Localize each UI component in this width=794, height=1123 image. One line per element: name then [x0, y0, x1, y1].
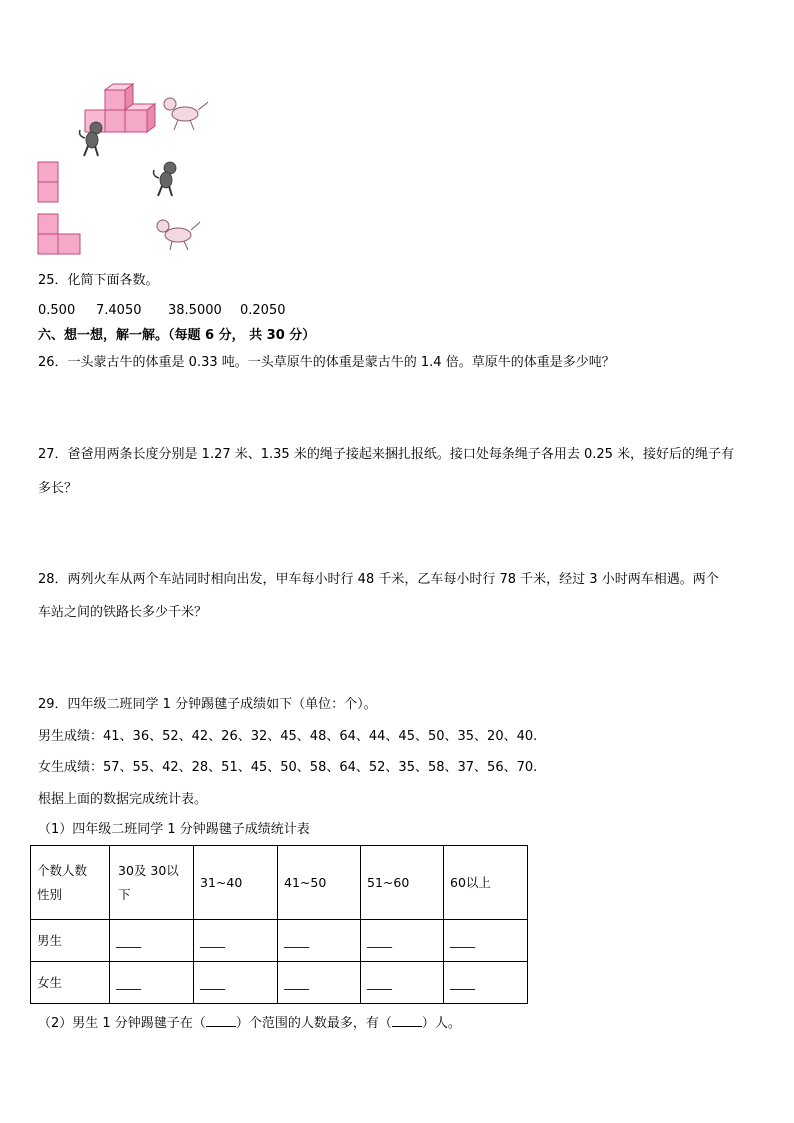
q27-line2: 多长？ [38, 481, 78, 496]
q29-part2 [38, 1014, 461, 1033]
q27-line1: 27．爸爸用两条长度分别是 1.27 米、1.35 米的绳子接起来捆扎报纸。接口处每条绳子各用去 0.25 米，接好后的绳子有 [38, 447, 735, 462]
column-header-line: 30及 30以 [118, 862, 179, 878]
answer-blank[interactable]: ____ [194, 920, 278, 962]
q29-stem: 29．四年级二班同学 1 分钟踢毽子成绩如下（单位：个）。 [38, 697, 377, 712]
q28-line1: 28．两列火车从两个车站同时相向出发，甲车每小时行 48 千米，乙车每小时行 78 千米，经过 3 小时两车相遇。两个 [38, 572, 719, 587]
column-header: 60以上 [444, 846, 528, 920]
q26-text: 26．一头蒙古牛的体重是 0.33 吨。一头草原牛的体重是蒙古牛的 1.4 倍。草原牛的体重是多少吨？ [38, 355, 615, 370]
dog-icon [164, 98, 208, 130]
row-header: 男生 [31, 920, 110, 962]
column-header-line: 下 [118, 886, 131, 902]
row-header: 女生 [31, 962, 110, 1004]
q29-instruction: 根据上面的数据完成统计表。 [38, 792, 208, 807]
q29-part2-text: ）个范围的人数最多，有（ [235, 1016, 392, 1031]
monkey-icon [80, 122, 102, 156]
answer-blank[interactable]: ____ [444, 920, 528, 962]
answer-blank[interactable]: ____ [361, 962, 444, 1004]
table-header-row [31, 846, 528, 920]
q25-number: 38.5000 [168, 303, 222, 318]
dog-icon [157, 220, 200, 250]
column-header: 41~50 [278, 846, 361, 920]
answer-blank[interactable]: ____ [110, 962, 194, 1004]
column-header: 51~60 [361, 846, 444, 920]
table-row [31, 920, 528, 962]
view-option-a [38, 162, 58, 202]
corner-top-label: 个数人数 [37, 862, 88, 878]
answer-blank[interactable]: ____ [361, 920, 444, 962]
view-option-b [38, 214, 80, 254]
q29-part2-text: （2）男生 1 分钟踢毽子在（ [38, 1016, 206, 1031]
q25-stem: 25．化简下面各数。 [38, 273, 159, 288]
answer-blank[interactable] [206, 1014, 236, 1027]
q29-part1: （1）四年级二班同学 1 分钟踢毽子成绩统计表 [38, 822, 310, 837]
q25-number: 0.500 [38, 303, 76, 318]
answer-blank[interactable]: ____ [110, 920, 194, 962]
answer-blank[interactable]: ____ [278, 962, 361, 1004]
cube-views-illustration [30, 80, 220, 260]
q29-girls-scores: 女生成绩：57、55、42、28、51、45、50、58、64、52、35、58、37、56、70. [38, 760, 538, 775]
answer-blank[interactable] [392, 1014, 422, 1027]
q25-number: 0.2050 [240, 303, 286, 318]
section-6-title: 六、想一想，解一解。（每题 6 分， 共 30 分） [38, 328, 316, 343]
q28-line2: 车站之间的铁路长多少千米？ [38, 605, 208, 620]
q29-part2-text: ）人。 [421, 1016, 461, 1031]
q25-numbers [38, 303, 286, 320]
corner-bottom-label: 性别 [37, 886, 63, 902]
column-header [110, 846, 194, 920]
monkey-icon [154, 162, 176, 196]
q29-boys-scores: 男生成绩：41、36、52、42、26、32、45、48、64、44、45、50、35、20、40. [38, 729, 538, 744]
answer-blank[interactable]: ____ [278, 920, 361, 962]
column-header: 31~40 [194, 846, 278, 920]
kick-score-table [30, 845, 528, 1004]
table-row [31, 962, 528, 1004]
table-corner-cell [31, 846, 110, 920]
answer-blank[interactable]: ____ [444, 962, 528, 1004]
answer-blank[interactable]: ____ [194, 962, 278, 1004]
q25-number: 7.4050 [96, 303, 142, 318]
